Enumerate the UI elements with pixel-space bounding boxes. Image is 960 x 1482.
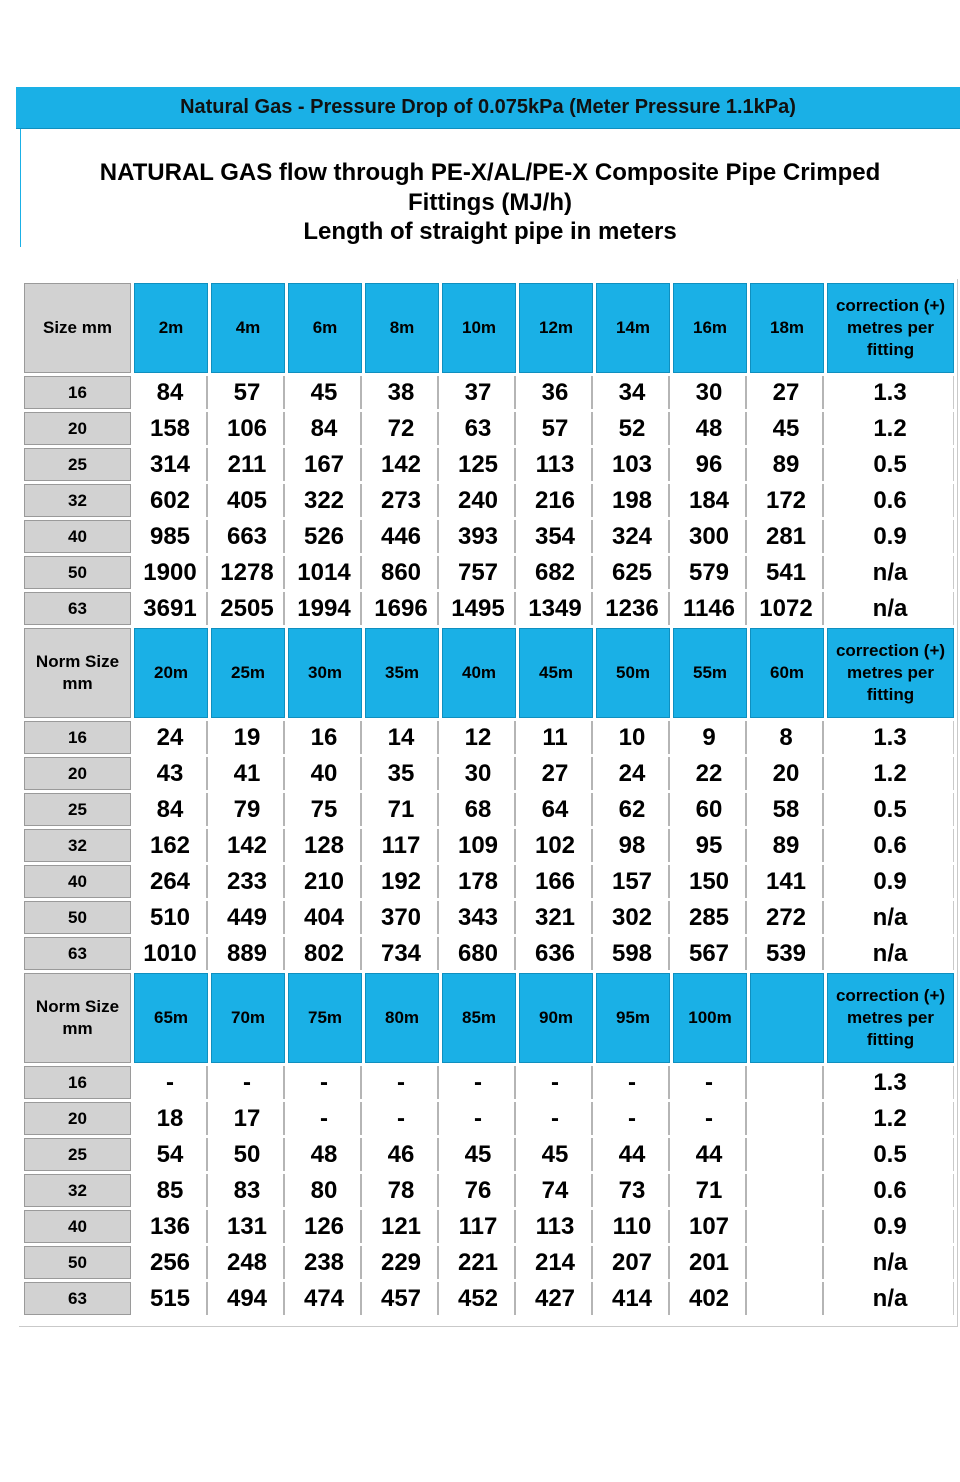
flow-value-cell: 45	[519, 1138, 593, 1171]
flow-value-cell: 757	[442, 556, 516, 589]
correction-value-cell: n/a	[827, 1246, 954, 1279]
flow-value-cell: 567	[673, 937, 747, 970]
length-column-header: 25m	[211, 628, 285, 718]
flow-value-cell: 889	[211, 937, 285, 970]
flow-value-cell: 54	[134, 1138, 208, 1171]
pipe-size-cell: 16	[24, 721, 131, 754]
flow-value-cell	[750, 1066, 824, 1099]
flow-value-cell: 449	[211, 901, 285, 934]
flow-value-cell: 142	[211, 829, 285, 862]
flow-value-cell: 126	[288, 1210, 362, 1243]
flow-value-cell: 48	[673, 412, 747, 445]
table-row	[24, 721, 954, 754]
flow-value-cell: 198	[596, 484, 670, 517]
length-column-header: 8m	[365, 283, 439, 373]
flow-value-cell: 84	[134, 376, 208, 409]
table-title	[40, 158, 940, 247]
table-row	[24, 412, 954, 445]
flow-value-cell: 281	[750, 520, 824, 553]
pipe-size-cell: 63	[24, 1282, 131, 1315]
flow-value-cell: 322	[288, 484, 362, 517]
flow-value-cell: 85	[134, 1174, 208, 1207]
flow-value-cell: 80	[288, 1174, 362, 1207]
flow-value-cell: 102	[519, 829, 593, 862]
flow-value-cell: -	[596, 1066, 670, 1099]
flow-value-cell: 211	[211, 448, 285, 481]
flow-value-cell: 79	[211, 793, 285, 826]
flow-value-cell: 402	[673, 1282, 747, 1315]
flow-value-cell: 985	[134, 520, 208, 553]
flow-value-cell: 446	[365, 520, 439, 553]
flow-value-cell: 10	[596, 721, 670, 754]
flow-value-cell: 64	[519, 793, 593, 826]
flow-value-cell: 166	[519, 865, 593, 898]
flow-value-cell: 474	[288, 1282, 362, 1315]
pipe-size-cell: 32	[24, 484, 131, 517]
flow-value-cell: 663	[211, 520, 285, 553]
length-column-header: 2m	[134, 283, 208, 373]
flow-value-cell: 84	[288, 412, 362, 445]
correction-value-cell: n/a	[827, 592, 954, 625]
flow-value-cell: 24	[596, 757, 670, 790]
length-column-header: 60m	[750, 628, 824, 718]
flow-value-cell: 18	[134, 1102, 208, 1135]
pipe-size-cell: 40	[24, 1210, 131, 1243]
flow-value-cell: 1010	[134, 937, 208, 970]
flow-value-cell: 27	[750, 376, 824, 409]
flow-value-cell: 162	[134, 829, 208, 862]
title-line-2: Fittings (MJ/h)	[408, 188, 572, 216]
flow-value-cell: -	[673, 1066, 747, 1099]
section-header-row	[24, 973, 954, 1063]
size-column-header: Norm Size mm	[24, 973, 131, 1063]
flow-value-cell: 50	[211, 1138, 285, 1171]
flow-value-cell: 106	[211, 412, 285, 445]
table-row	[24, 448, 954, 481]
flow-value-cell: 1072	[750, 592, 824, 625]
flow-value-cell: -	[519, 1066, 593, 1099]
flow-value-cell: 802	[288, 937, 362, 970]
table-row	[24, 376, 954, 409]
pipe-size-cell: 32	[24, 1174, 131, 1207]
flow-value-cell: 83	[211, 1174, 285, 1207]
flow-value-cell: 16	[288, 721, 362, 754]
pipe-size-cell: 32	[24, 829, 131, 862]
flow-value-cell: 457	[365, 1282, 439, 1315]
flow-value-cell: 30	[442, 757, 516, 790]
flow-value-cell: 36	[519, 376, 593, 409]
table-row	[24, 1282, 954, 1315]
table-row	[24, 520, 954, 553]
flow-value-cell: 393	[442, 520, 516, 553]
pipe-size-cell: 40	[24, 865, 131, 898]
flow-value-cell: 207	[596, 1246, 670, 1279]
table-row	[24, 1174, 954, 1207]
flow-value-cell: 96	[673, 448, 747, 481]
table-row	[24, 556, 954, 589]
pipe-size-cell: 25	[24, 448, 131, 481]
correction-value-cell: 1.2	[827, 757, 954, 790]
pipe-size-cell: 40	[24, 520, 131, 553]
flow-value-cell: 598	[596, 937, 670, 970]
flow-value-cell: 178	[442, 865, 516, 898]
flow-value-cell: 860	[365, 556, 439, 589]
flow-value-cell: 184	[673, 484, 747, 517]
flow-value-cell: 57	[211, 376, 285, 409]
flow-value-cell: 117	[442, 1210, 516, 1243]
flow-value-cell: 45	[288, 376, 362, 409]
flow-value-cell: 24	[134, 721, 208, 754]
correction-value-cell: 0.5	[827, 793, 954, 826]
flow-value-cell: 117	[365, 829, 439, 862]
flow-value-cell: 125	[442, 448, 516, 481]
flow-value-cell: 37	[442, 376, 516, 409]
length-column-header: 12m	[519, 283, 593, 373]
flow-value-cell: 22	[673, 757, 747, 790]
correction-value-cell: 0.9	[827, 520, 954, 553]
flow-value-cell: 46	[365, 1138, 439, 1171]
flow-value-cell: -	[519, 1102, 593, 1135]
flow-value-cell: 71	[673, 1174, 747, 1207]
section-header-row	[24, 283, 954, 373]
flow-value-cell: 625	[596, 556, 670, 589]
flow-value-cell: 89	[750, 448, 824, 481]
flow-value-cell: 43	[134, 757, 208, 790]
flow-value-cell: 107	[673, 1210, 747, 1243]
length-column-header: 40m	[442, 628, 516, 718]
flow-value-cell: -	[288, 1102, 362, 1135]
correction-value-cell: 1.2	[827, 412, 954, 445]
flow-value-cell: 72	[365, 412, 439, 445]
correction-value-cell: 0.5	[827, 448, 954, 481]
table-row	[24, 484, 954, 517]
flow-value-cell: 27	[519, 757, 593, 790]
flow-value-cell: 89	[750, 829, 824, 862]
flow-value-cell: 95	[673, 829, 747, 862]
flow-value-cell: 1349	[519, 592, 593, 625]
flow-value-cell: 1014	[288, 556, 362, 589]
length-column-header: 30m	[288, 628, 362, 718]
flow-value-cell: 192	[365, 865, 439, 898]
correction-column-header: correction (+) metres per fitting	[827, 283, 954, 373]
flow-value-cell: 354	[519, 520, 593, 553]
flow-value-cell: -	[365, 1102, 439, 1135]
flow-value-cell: 98	[596, 829, 670, 862]
flow-value-cell: 1994	[288, 592, 362, 625]
flow-value-cell: 734	[365, 937, 439, 970]
flow-value-cell: 343	[442, 901, 516, 934]
length-column-header: 95m	[596, 973, 670, 1063]
correction-value-cell: n/a	[827, 1282, 954, 1315]
flow-value-cell: 273	[365, 484, 439, 517]
correction-value-cell: 1.3	[827, 1066, 954, 1099]
length-column-header: 100m	[673, 973, 747, 1063]
correction-value-cell: 0.5	[827, 1138, 954, 1171]
flow-value-cell: 221	[442, 1246, 516, 1279]
flow-value-cell: 256	[134, 1246, 208, 1279]
correction-value-cell: n/a	[827, 556, 954, 589]
length-column-header: 35m	[365, 628, 439, 718]
flow-value-cell: 35	[365, 757, 439, 790]
table-row	[24, 592, 954, 625]
flow-value-cell: 57	[519, 412, 593, 445]
pipe-size-cell: 20	[24, 757, 131, 790]
flow-value-cell: 636	[519, 937, 593, 970]
flow-value-cell: 1146	[673, 592, 747, 625]
flow-value-cell	[750, 1246, 824, 1279]
section-header-row	[24, 628, 954, 718]
flow-value-cell: -	[442, 1066, 516, 1099]
flow-value-cell	[750, 1210, 824, 1243]
correction-value-cell: 0.9	[827, 865, 954, 898]
flow-value-cell: -	[211, 1066, 285, 1099]
correction-value-cell: 1.2	[827, 1102, 954, 1135]
flow-value-cell: 48	[288, 1138, 362, 1171]
flow-value-cell: 264	[134, 865, 208, 898]
pressure-drop-banner: Natural Gas - Pressure Drop of 0.075kPa (Meter Pressure 1.1kPa)	[16, 87, 960, 129]
flow-value-cell: 17	[211, 1102, 285, 1135]
table-row	[24, 1210, 954, 1243]
pipe-size-cell: 50	[24, 901, 131, 934]
flow-value-cell: 1495	[442, 592, 516, 625]
correction-value-cell: 0.6	[827, 484, 954, 517]
flow-value-cell: 1696	[365, 592, 439, 625]
pipe-size-cell: 20	[24, 1102, 131, 1135]
flow-value-cell: 172	[750, 484, 824, 517]
flow-value-cell: 103	[596, 448, 670, 481]
table-row	[24, 757, 954, 790]
flow-value-cell: 109	[442, 829, 516, 862]
flow-value-cell: 510	[134, 901, 208, 934]
flow-value-cell: 34	[596, 376, 670, 409]
correction-value-cell: n/a	[827, 937, 954, 970]
flow-value-cell: 63	[442, 412, 516, 445]
pipe-size-cell: 63	[24, 937, 131, 970]
flow-value-cell: 680	[442, 937, 516, 970]
flow-value-cell: 526	[288, 520, 362, 553]
flow-value-cell: 248	[211, 1246, 285, 1279]
length-column-header: 6m	[288, 283, 362, 373]
length-column-header: 4m	[211, 283, 285, 373]
flow-value-cell: 58	[750, 793, 824, 826]
flow-value-cell: 44	[596, 1138, 670, 1171]
flow-value-cell: 1278	[211, 556, 285, 589]
length-column-header: 90m	[519, 973, 593, 1063]
flow-value-cell: 233	[211, 865, 285, 898]
length-column-header: 16m	[673, 283, 747, 373]
flow-value-cell: 9	[673, 721, 747, 754]
correction-value-cell: 0.6	[827, 829, 954, 862]
flow-value-cell: 12	[442, 721, 516, 754]
length-column-header: 50m	[596, 628, 670, 718]
title-line-1: NATURAL GAS flow through PE-X/AL/PE-X Composite Pipe Crimped	[99, 159, 881, 186]
pipe-size-cell: 50	[24, 556, 131, 589]
flow-value-cell: 20	[750, 757, 824, 790]
pipe-size-cell: 25	[24, 1138, 131, 1171]
flow-value-cell: 141	[750, 865, 824, 898]
correction-value-cell: 1.3	[827, 376, 954, 409]
flow-value-cell: 2505	[211, 592, 285, 625]
flow-value-cell: 38	[365, 376, 439, 409]
flow-value-cell: 238	[288, 1246, 362, 1279]
flow-value-cell: 136	[134, 1210, 208, 1243]
flow-value-cell: 515	[134, 1282, 208, 1315]
size-column-header: Size mm	[24, 283, 131, 373]
flow-value-cell: 142	[365, 448, 439, 481]
flow-value-cell: 300	[673, 520, 747, 553]
flow-value-cell: 240	[442, 484, 516, 517]
flow-value-cell: 11	[519, 721, 593, 754]
title-line-3: Length of straight pipe in meters	[303, 218, 677, 245]
flow-value-cell: 302	[596, 901, 670, 934]
flow-value-cell: 19	[211, 721, 285, 754]
flow-value-cell: 541	[750, 556, 824, 589]
length-column-header: 75m	[288, 973, 362, 1063]
table-row	[24, 1246, 954, 1279]
flow-value-cell: 75	[288, 793, 362, 826]
flow-value-cell: 157	[596, 865, 670, 898]
length-column-header: 85m	[442, 973, 516, 1063]
flow-value-cell: 14	[365, 721, 439, 754]
length-column-header: 14m	[596, 283, 670, 373]
flow-value-cell: 1236	[596, 592, 670, 625]
flow-value-cell: 158	[134, 412, 208, 445]
flow-value-cell: 539	[750, 937, 824, 970]
flow-value-cell: 201	[673, 1246, 747, 1279]
table-row	[24, 937, 954, 970]
flow-value-cell: 45	[442, 1138, 516, 1171]
flow-value-cell	[750, 1138, 824, 1171]
flow-value-cell: -	[673, 1102, 747, 1135]
flow-value-cell: 210	[288, 865, 362, 898]
flow-value-cell: 40	[288, 757, 362, 790]
table-row	[24, 793, 954, 826]
flow-value-cell	[750, 1282, 824, 1315]
flow-value-cell: 216	[519, 484, 593, 517]
flow-value-cell: -	[288, 1066, 362, 1099]
length-column-header	[750, 973, 824, 1063]
flow-value-cell: 73	[596, 1174, 670, 1207]
length-column-header: 45m	[519, 628, 593, 718]
flow-value-cell: 45	[750, 412, 824, 445]
pipe-size-cell: 16	[24, 376, 131, 409]
flow-value-cell: 494	[211, 1282, 285, 1315]
flow-value-cell: 229	[365, 1246, 439, 1279]
flow-value-cell: -	[365, 1066, 439, 1099]
flow-value-cell: 131	[211, 1210, 285, 1243]
flow-value-cell: 414	[596, 1282, 670, 1315]
flow-value-cell: 324	[596, 520, 670, 553]
flow-value-cell: 44	[673, 1138, 747, 1171]
correction-value-cell: 0.9	[827, 1210, 954, 1243]
flow-value-cell: 150	[673, 865, 747, 898]
correction-value-cell: 0.6	[827, 1174, 954, 1207]
table-row	[24, 1102, 954, 1135]
flow-value-cell: -	[442, 1102, 516, 1135]
flow-value-cell: 74	[519, 1174, 593, 1207]
correction-column-header: correction (+) metres per fitting	[827, 628, 954, 718]
length-column-header: 20m	[134, 628, 208, 718]
left-accent-line	[20, 129, 21, 247]
table-row	[24, 1066, 954, 1099]
flow-value-cell: -	[596, 1102, 670, 1135]
flow-value-cell: 84	[134, 793, 208, 826]
flow-value-cell: 60	[673, 793, 747, 826]
flow-value-cell: 30	[673, 376, 747, 409]
flow-value-cell: 121	[365, 1210, 439, 1243]
correction-column-header: correction (+) metres per fitting	[827, 973, 954, 1063]
flow-value-cell: 78	[365, 1174, 439, 1207]
flow-value-cell: 370	[365, 901, 439, 934]
pipe-size-cell: 25	[24, 793, 131, 826]
size-column-header: Norm Size mm	[24, 628, 131, 718]
length-column-header: 10m	[442, 283, 516, 373]
flow-value-cell: 62	[596, 793, 670, 826]
flow-value-cell: 167	[288, 448, 362, 481]
flow-value-cell: 321	[519, 901, 593, 934]
pipe-size-cell: 20	[24, 412, 131, 445]
flow-value-cell: 602	[134, 484, 208, 517]
pipe-size-cell: 16	[24, 1066, 131, 1099]
flow-value-cell: 404	[288, 901, 362, 934]
flow-value-cell: 3691	[134, 592, 208, 625]
flow-value-cell: 682	[519, 556, 593, 589]
flow-value-cell: 128	[288, 829, 362, 862]
flow-value-cell: 452	[442, 1282, 516, 1315]
flow-value-cell: 1900	[134, 556, 208, 589]
flow-value-cell: 113	[519, 1210, 593, 1243]
flow-value-cell: 579	[673, 556, 747, 589]
flow-value-cell: 113	[519, 448, 593, 481]
length-column-header: 80m	[365, 973, 439, 1063]
correction-value-cell: 1.3	[827, 721, 954, 754]
flow-value-cell: 76	[442, 1174, 516, 1207]
length-column-header: 18m	[750, 283, 824, 373]
flow-value-cell: 8	[750, 721, 824, 754]
pipe-size-cell: 63	[24, 592, 131, 625]
flow-value-cell: 427	[519, 1282, 593, 1315]
flow-value-cell: 285	[673, 901, 747, 934]
flow-value-cell	[750, 1102, 824, 1135]
pipe-size-cell: 50	[24, 1246, 131, 1279]
length-column-header: 55m	[673, 628, 747, 718]
flow-value-cell: 110	[596, 1210, 670, 1243]
flow-value-cell: 405	[211, 484, 285, 517]
flow-value-cell: 214	[519, 1246, 593, 1279]
length-column-header: 65m	[134, 973, 208, 1063]
table-row	[24, 865, 954, 898]
flow-value-cell: -	[134, 1066, 208, 1099]
gas-flow-table	[21, 280, 957, 1318]
flow-value-cell: 272	[750, 901, 824, 934]
flow-value-cell: 52	[596, 412, 670, 445]
table-row	[24, 901, 954, 934]
flow-value-cell: 68	[442, 793, 516, 826]
flow-value-cell: 314	[134, 448, 208, 481]
flow-value-cell: 41	[211, 757, 285, 790]
table-row	[24, 1138, 954, 1171]
table-row	[24, 829, 954, 862]
flow-value-cell: 71	[365, 793, 439, 826]
length-column-header: 70m	[211, 973, 285, 1063]
correction-value-cell: n/a	[827, 901, 954, 934]
flow-value-cell	[750, 1174, 824, 1207]
